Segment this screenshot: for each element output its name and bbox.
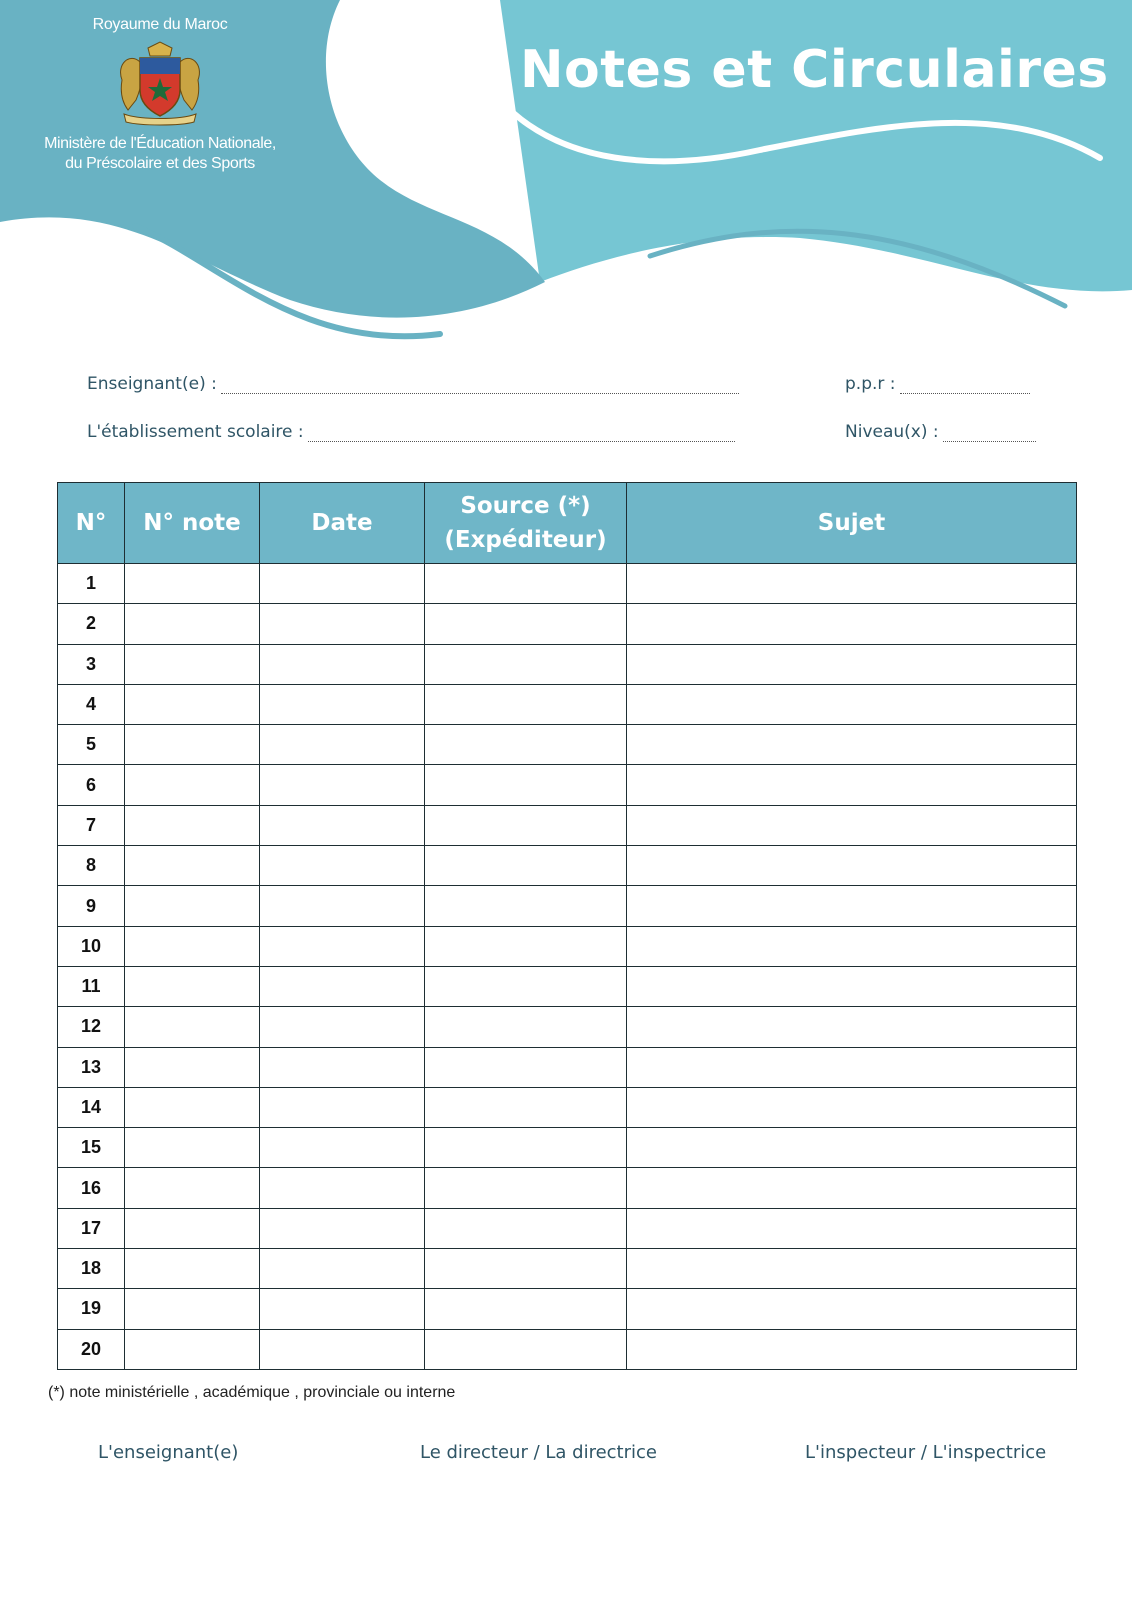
date-cell[interactable] (260, 1289, 425, 1329)
subject-cell[interactable] (627, 1208, 1077, 1248)
date-cell[interactable] (260, 886, 425, 926)
table-row (58, 564, 1077, 604)
page-title: Notes et Circulaires (520, 40, 1109, 100)
row-number: 13 (58, 1047, 125, 1087)
subject-cell[interactable] (627, 846, 1077, 886)
date-cell[interactable] (260, 926, 425, 966)
table-row (58, 1329, 1077, 1369)
date-cell[interactable] (260, 564, 425, 604)
note-number-cell[interactable] (125, 1047, 260, 1087)
school-fill-line[interactable] (308, 424, 735, 442)
row-number: 5 (58, 725, 125, 765)
note-number-cell[interactable] (125, 644, 260, 684)
date-cell[interactable] (260, 1249, 425, 1289)
ppr-fill-line[interactable] (900, 376, 1030, 394)
subject-cell[interactable] (627, 926, 1077, 966)
date-cell[interactable] (260, 1087, 425, 1127)
subject-cell[interactable] (627, 1128, 1077, 1168)
subject-cell[interactable] (627, 644, 1077, 684)
source-cell[interactable] (425, 926, 627, 966)
table-row (58, 1047, 1077, 1087)
row-number: 9 (58, 886, 125, 926)
subject-cell[interactable] (627, 886, 1077, 926)
note-number-cell[interactable] (125, 1289, 260, 1329)
row-number: 16 (58, 1168, 125, 1208)
table-row (58, 1208, 1077, 1248)
source-cell[interactable] (425, 1128, 627, 1168)
signature-director: Le directeur / La directrice (420, 1442, 657, 1463)
source-cell[interactable] (425, 1007, 627, 1047)
signature-inspector: L'inspecteur / L'inspectrice (805, 1442, 1047, 1463)
subject-cell[interactable] (627, 765, 1077, 805)
source-cell[interactable] (425, 805, 627, 845)
source-cell[interactable] (425, 1047, 627, 1087)
note-number-cell[interactable] (125, 1168, 260, 1208)
subject-cell[interactable] (627, 1007, 1077, 1047)
subject-cell[interactable] (627, 1289, 1077, 1329)
table-row (58, 1007, 1077, 1047)
ministry-line-1: Ministère de l'Éducation Nationale, (44, 135, 276, 152)
table-row (58, 1289, 1077, 1329)
row-number: 14 (58, 1087, 125, 1127)
note-number-cell[interactable] (125, 604, 260, 644)
row-number: 10 (58, 926, 125, 966)
row-number: 8 (58, 846, 125, 886)
header-source-line-2: (Expéditeur) (444, 527, 607, 553)
notes-table (57, 482, 1077, 1370)
subject-cell[interactable] (627, 725, 1077, 765)
row-number: 7 (58, 805, 125, 845)
row-number: 17 (58, 1208, 125, 1248)
source-cell[interactable] (425, 886, 627, 926)
source-cell[interactable] (425, 1208, 627, 1248)
footnote: (*) note ministérielle , académique , provinciale ou interne (48, 1384, 456, 1401)
table-header-row (58, 483, 1077, 564)
row-number: 6 (58, 765, 125, 805)
teacher-field[interactable] (87, 374, 739, 394)
row-number: 3 (58, 644, 125, 684)
source-cell[interactable] (425, 846, 627, 886)
note-number-cell[interactable] (125, 725, 260, 765)
header-number: N° (58, 483, 125, 564)
source-cell[interactable] (425, 1168, 627, 1208)
table-row (58, 966, 1077, 1006)
table-row (58, 805, 1077, 845)
ministry-line-2: du Préscolaire et des Sports (65, 155, 255, 172)
note-number-cell[interactable] (125, 1329, 260, 1369)
note-number-cell[interactable] (125, 1249, 260, 1289)
note-number-cell[interactable] (125, 1007, 260, 1047)
date-cell[interactable] (260, 966, 425, 1006)
school-label: L'établissement scolaire : (87, 422, 304, 442)
row-number: 4 (58, 684, 125, 724)
subject-cell[interactable] (627, 966, 1077, 1006)
source-cell[interactable] (425, 966, 627, 1006)
date-cell[interactable] (260, 1168, 425, 1208)
source-cell[interactable] (425, 684, 627, 724)
note-number-cell[interactable] (125, 684, 260, 724)
table-row (58, 1087, 1077, 1127)
date-cell[interactable] (260, 1208, 425, 1248)
row-number: 1 (58, 564, 125, 604)
source-cell[interactable] (425, 1249, 627, 1289)
date-cell[interactable] (260, 805, 425, 845)
subject-cell[interactable] (627, 604, 1077, 644)
table-row (58, 765, 1077, 805)
date-cell[interactable] (260, 684, 425, 724)
source-cell[interactable] (425, 604, 627, 644)
country-name: Royaume du Maroc (92, 16, 228, 33)
source-cell[interactable] (425, 1087, 627, 1127)
ppr-label: p.p.r : (845, 374, 896, 394)
date-cell[interactable] (260, 604, 425, 644)
teacher-label: Enseignant(e) : (87, 374, 217, 394)
note-number-cell[interactable] (125, 886, 260, 926)
note-number-cell[interactable] (125, 805, 260, 845)
subject-cell[interactable] (627, 1249, 1077, 1289)
note-number-cell[interactable] (125, 564, 260, 604)
table-row (58, 1128, 1077, 1168)
subject-cell[interactable] (627, 805, 1077, 845)
date-cell[interactable] (260, 1128, 425, 1168)
date-cell[interactable] (260, 725, 425, 765)
row-number: 11 (58, 966, 125, 1006)
level-label: Niveau(x) : (845, 422, 939, 442)
subject-cell[interactable] (627, 684, 1077, 724)
date-cell[interactable] (260, 644, 425, 684)
table-row (58, 1168, 1077, 1208)
subject-cell[interactable] (627, 1087, 1077, 1127)
school-field[interactable] (87, 422, 735, 442)
source-cell[interactable] (425, 564, 627, 604)
row-number: 2 (58, 604, 125, 644)
source-cell[interactable] (425, 644, 627, 684)
table-row (58, 926, 1077, 966)
ministry-name (20, 134, 300, 174)
header-note-number: N° note (125, 483, 260, 564)
header-subject: Sujet (627, 483, 1077, 564)
level-field[interactable] (845, 422, 1036, 442)
subject-cell[interactable] (627, 564, 1077, 604)
table-row (58, 846, 1077, 886)
date-cell[interactable] (260, 846, 425, 886)
table-row (58, 725, 1077, 765)
table-row (58, 1249, 1077, 1289)
source-cell[interactable] (425, 1329, 627, 1369)
source-cell[interactable] (425, 725, 627, 765)
source-cell[interactable] (425, 765, 627, 805)
teacher-fill-line[interactable] (221, 376, 739, 394)
table-row (58, 604, 1077, 644)
note-number-cell[interactable] (125, 926, 260, 966)
row-number: 18 (58, 1249, 125, 1289)
header-source-line-1: Source (*) (460, 493, 591, 519)
ppr-field[interactable] (845, 374, 1030, 394)
row-number: 20 (58, 1329, 125, 1369)
coat-of-arms-icon (110, 40, 210, 126)
header-date: Date (260, 483, 425, 564)
row-number: 12 (58, 1007, 125, 1047)
subject-cell[interactable] (627, 1329, 1077, 1369)
note-number-cell[interactable] (125, 966, 260, 1006)
note-number-cell[interactable] (125, 1208, 260, 1248)
row-number: 19 (58, 1289, 125, 1329)
source-cell[interactable] (425, 1289, 627, 1329)
row-number: 15 (58, 1128, 125, 1168)
date-cell[interactable] (260, 1329, 425, 1369)
date-cell[interactable] (260, 1047, 425, 1087)
date-cell[interactable] (260, 765, 425, 805)
date-cell[interactable] (260, 1007, 425, 1047)
note-number-cell[interactable] (125, 846, 260, 886)
note-number-cell[interactable] (125, 1128, 260, 1168)
note-number-cell[interactable] (125, 1087, 260, 1127)
table-row (58, 886, 1077, 926)
level-fill-line[interactable] (943, 424, 1036, 442)
note-number-cell[interactable] (125, 765, 260, 805)
signature-teacher: L'enseignant(e) (98, 1442, 239, 1463)
table-row (58, 644, 1077, 684)
table-row (58, 684, 1077, 724)
header-source (425, 483, 627, 564)
subject-cell[interactable] (627, 1047, 1077, 1087)
subject-cell[interactable] (627, 1168, 1077, 1208)
